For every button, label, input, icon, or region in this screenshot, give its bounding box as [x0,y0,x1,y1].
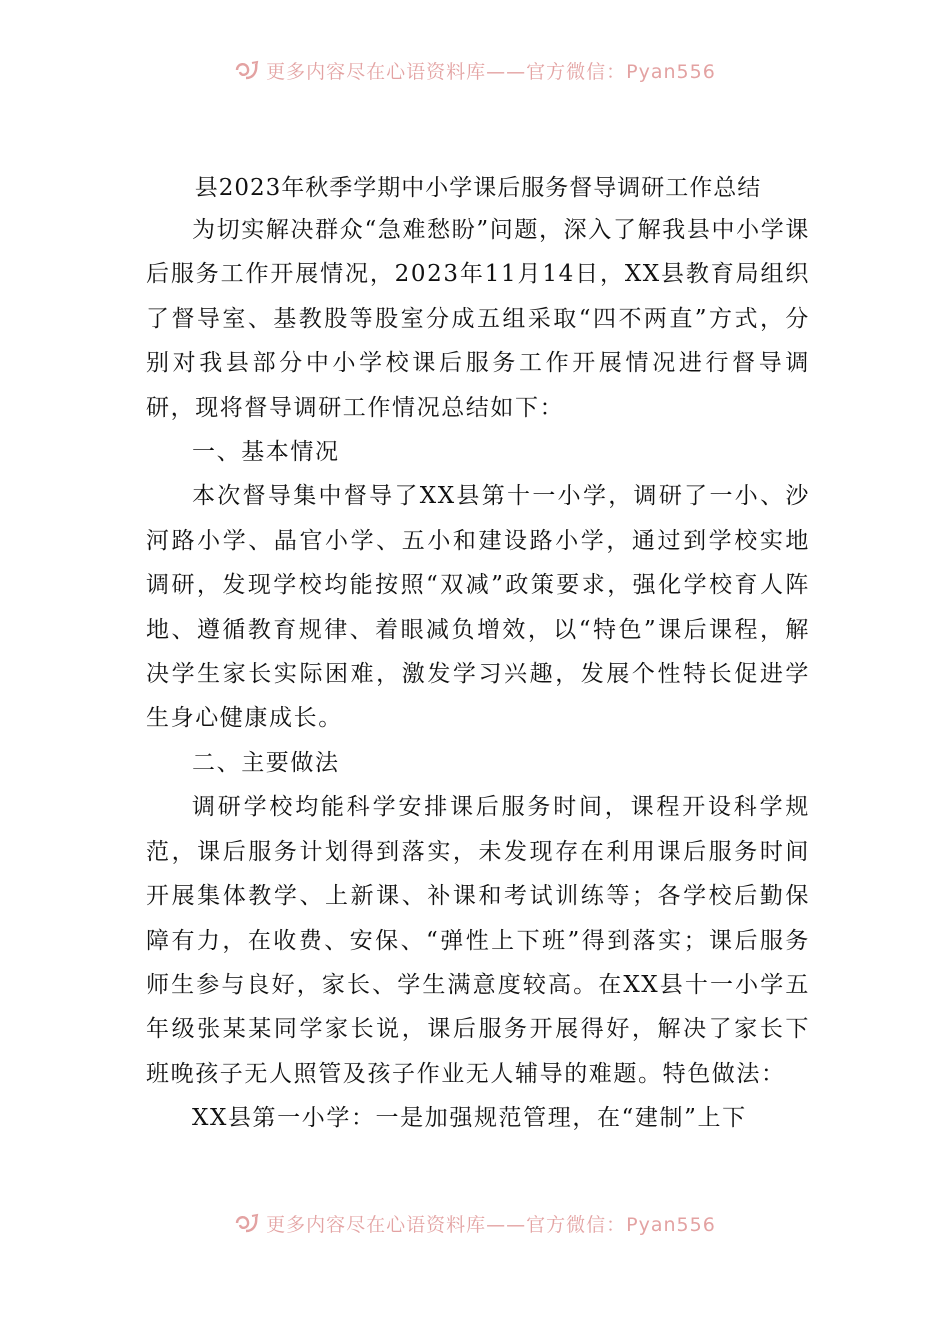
paragraph-basic-situation: 本次督导集中督导了XX县第十一小学，调研了一小、沙河路小学、晶官小学、五小和建设路小学，通过到学校实地调研，发现学校均能按照“双减”政策要求，强化学校育人阵地、遵循教育规律、着眼减负增效，以“特色”课后课程，解决学生家长实际困难，激发学习兴趣，发展个性特长促进学生身心健康成长。 [146,483,810,732]
brand-logo-icon [234,1212,260,1234]
watermark-text: 更多内容尽在心语资料库——官方微信：Pyan556 [266,60,716,83]
section-heading-main-practices: 二、主要做法 [192,749,340,776]
document-body [146,168,810,1141]
watermark-text: 更多内容尽在心语资料库——官方微信：Pyan556 [266,1213,716,1236]
paragraph-main-practices: 调研学校均能科学安排课后服务时间，课程开设科学规范，课后服务计划得到落实，未发现存在利用课后服务时间开展集体教学、上新课、补课和考试训练等；各学校后勤保障有力，在收费、安保、“弹性上下班”得到落实；课后服务师生参与良好，家长、学生满意度较高。在XX县十一小学五年级张某某同学家长说，课后服务开展得好，解决了家长下班晚孩子无人照管及孩子作业无人辅导的难题。特色做法： [146,794,810,1087]
watermark-header [0,55,950,85]
paragraph-intro: 为切实解决群众“急难愁盼”问题，深入了解我县中小学课后服务工作开展情况，2023年11月14日，XX县教育局组织了督导室、基教股等股室分成五组采取“四不两直”方式，分别对我县部分中小学校课后服务工作开展情况进行督导调研，现将督导调研工作情况总结如下： [146,217,810,421]
watermark-footer [0,1208,950,1238]
document-title: 县2023年秋季学期中小学课后服务督导调研工作总结 [194,175,762,201]
brand-logo-icon [234,59,260,81]
paragraph-first-primary-school: XX县第一小学：一是加强规范管理，在“建制”上下 [192,1105,747,1132]
section-heading-basic-situation: 一、基本情况 [192,439,340,466]
